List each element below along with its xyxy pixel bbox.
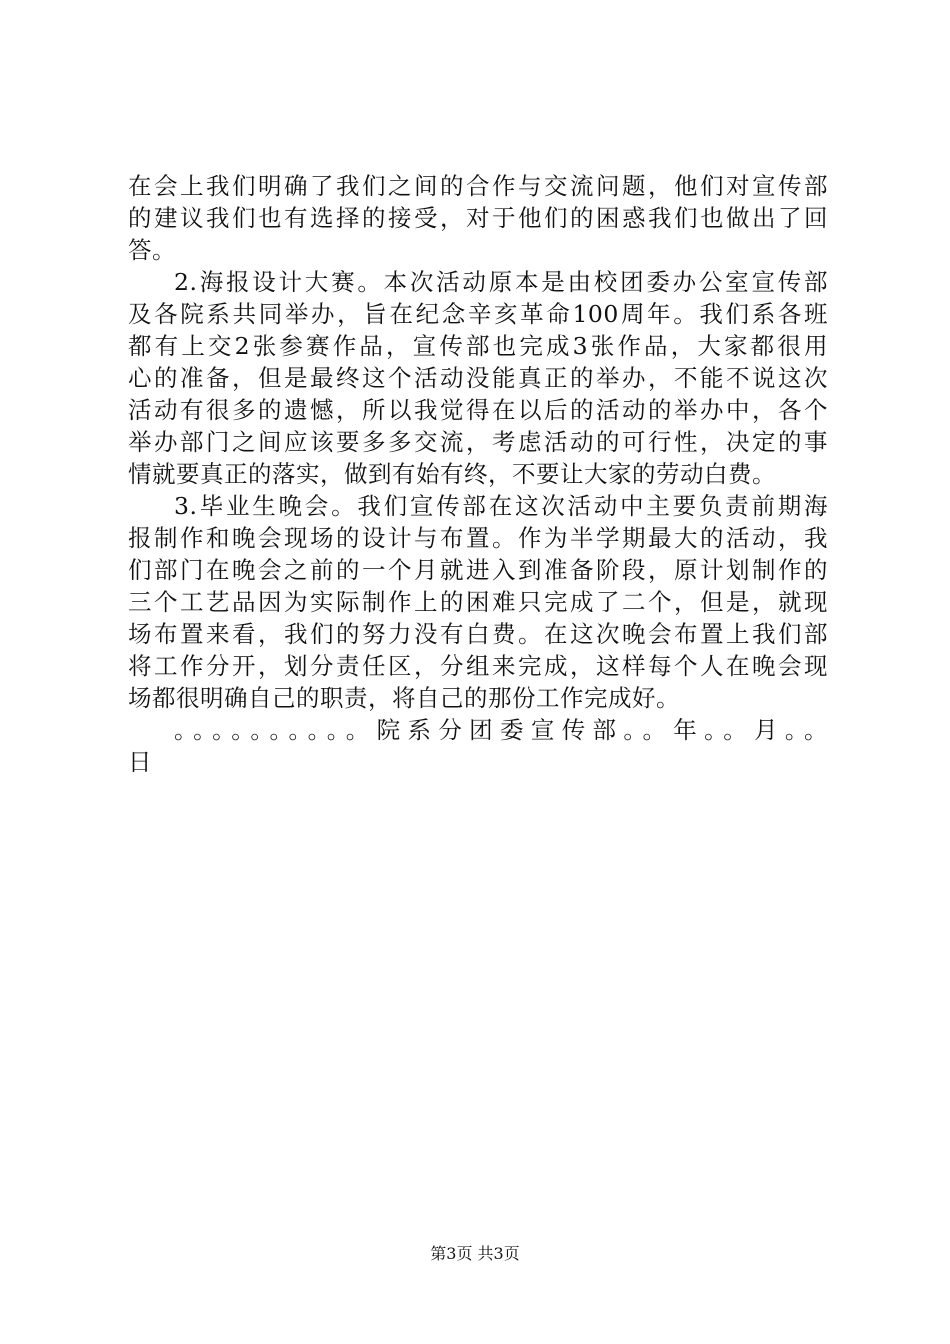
text-line: 场都很明确自己的职责，将自己的那份工作完成好。 — [128, 684, 680, 712]
text-line: 将工作分开，划分责任区，分组来完成，这样每个人在晚会现 — [128, 652, 828, 680]
text-line: 活动有很多的遗憾，所以我觉得在以后的活动的举办中，各个 — [128, 396, 828, 424]
text-line: 们部门在晚会之前的一个月就进入到准备阶段，原计划制作的 — [128, 556, 828, 584]
document-body — [128, 170, 828, 778]
text-line: 三个工艺品因为实际制作上的困难只完成了二个，但是，就现 — [128, 588, 828, 616]
text-line: 2.海报设计大赛。本次活动原本是由校团委办公室宣传部 — [174, 268, 828, 296]
text-line: 答。 — [128, 236, 176, 264]
text-line: 的建议我们也有选择的接受，对于他们的困惑我们也做出了回 — [128, 204, 828, 232]
text-line: 及各院系共同举办，旨在纪念辛亥革命100周年。我们系各班 — [128, 300, 828, 328]
text-line: 心的准备，但是最终这个活动没能真正的举办，不能不说这次 — [128, 364, 828, 392]
date-line: 日 — [128, 748, 152, 776]
text-line: 在会上我们明确了我们之间的合作与交流问题，他们对宣传部 — [128, 172, 828, 200]
text-line: 情就要真正的落实，做到有始有终，不要让大家的劳动白费。 — [128, 460, 776, 488]
text-line: 都有上交2张参赛作品，宣传部也完成3张作品，大家都很用 — [128, 332, 828, 360]
text-line: 报制作和晚会现场的设计与布置。作为半学期最大的活动，我 — [128, 524, 828, 552]
signature-line: 。。。。。。。。。。院系分团委宣传部。。年。。月。。 — [174, 716, 828, 744]
page-footer: 第3页 共3页 — [430, 1244, 520, 1263]
text-line: 举办部门之间应该要多多交流，考虑活动的可行性，决定的事 — [128, 428, 828, 456]
text-line: 场布置来看，我们的努力没有白费。在这次晚会布置上我们部 — [128, 620, 828, 648]
text-line: 3.毕业生晚会。我们宣传部在这次活动中主要负责前期海 — [174, 492, 828, 520]
